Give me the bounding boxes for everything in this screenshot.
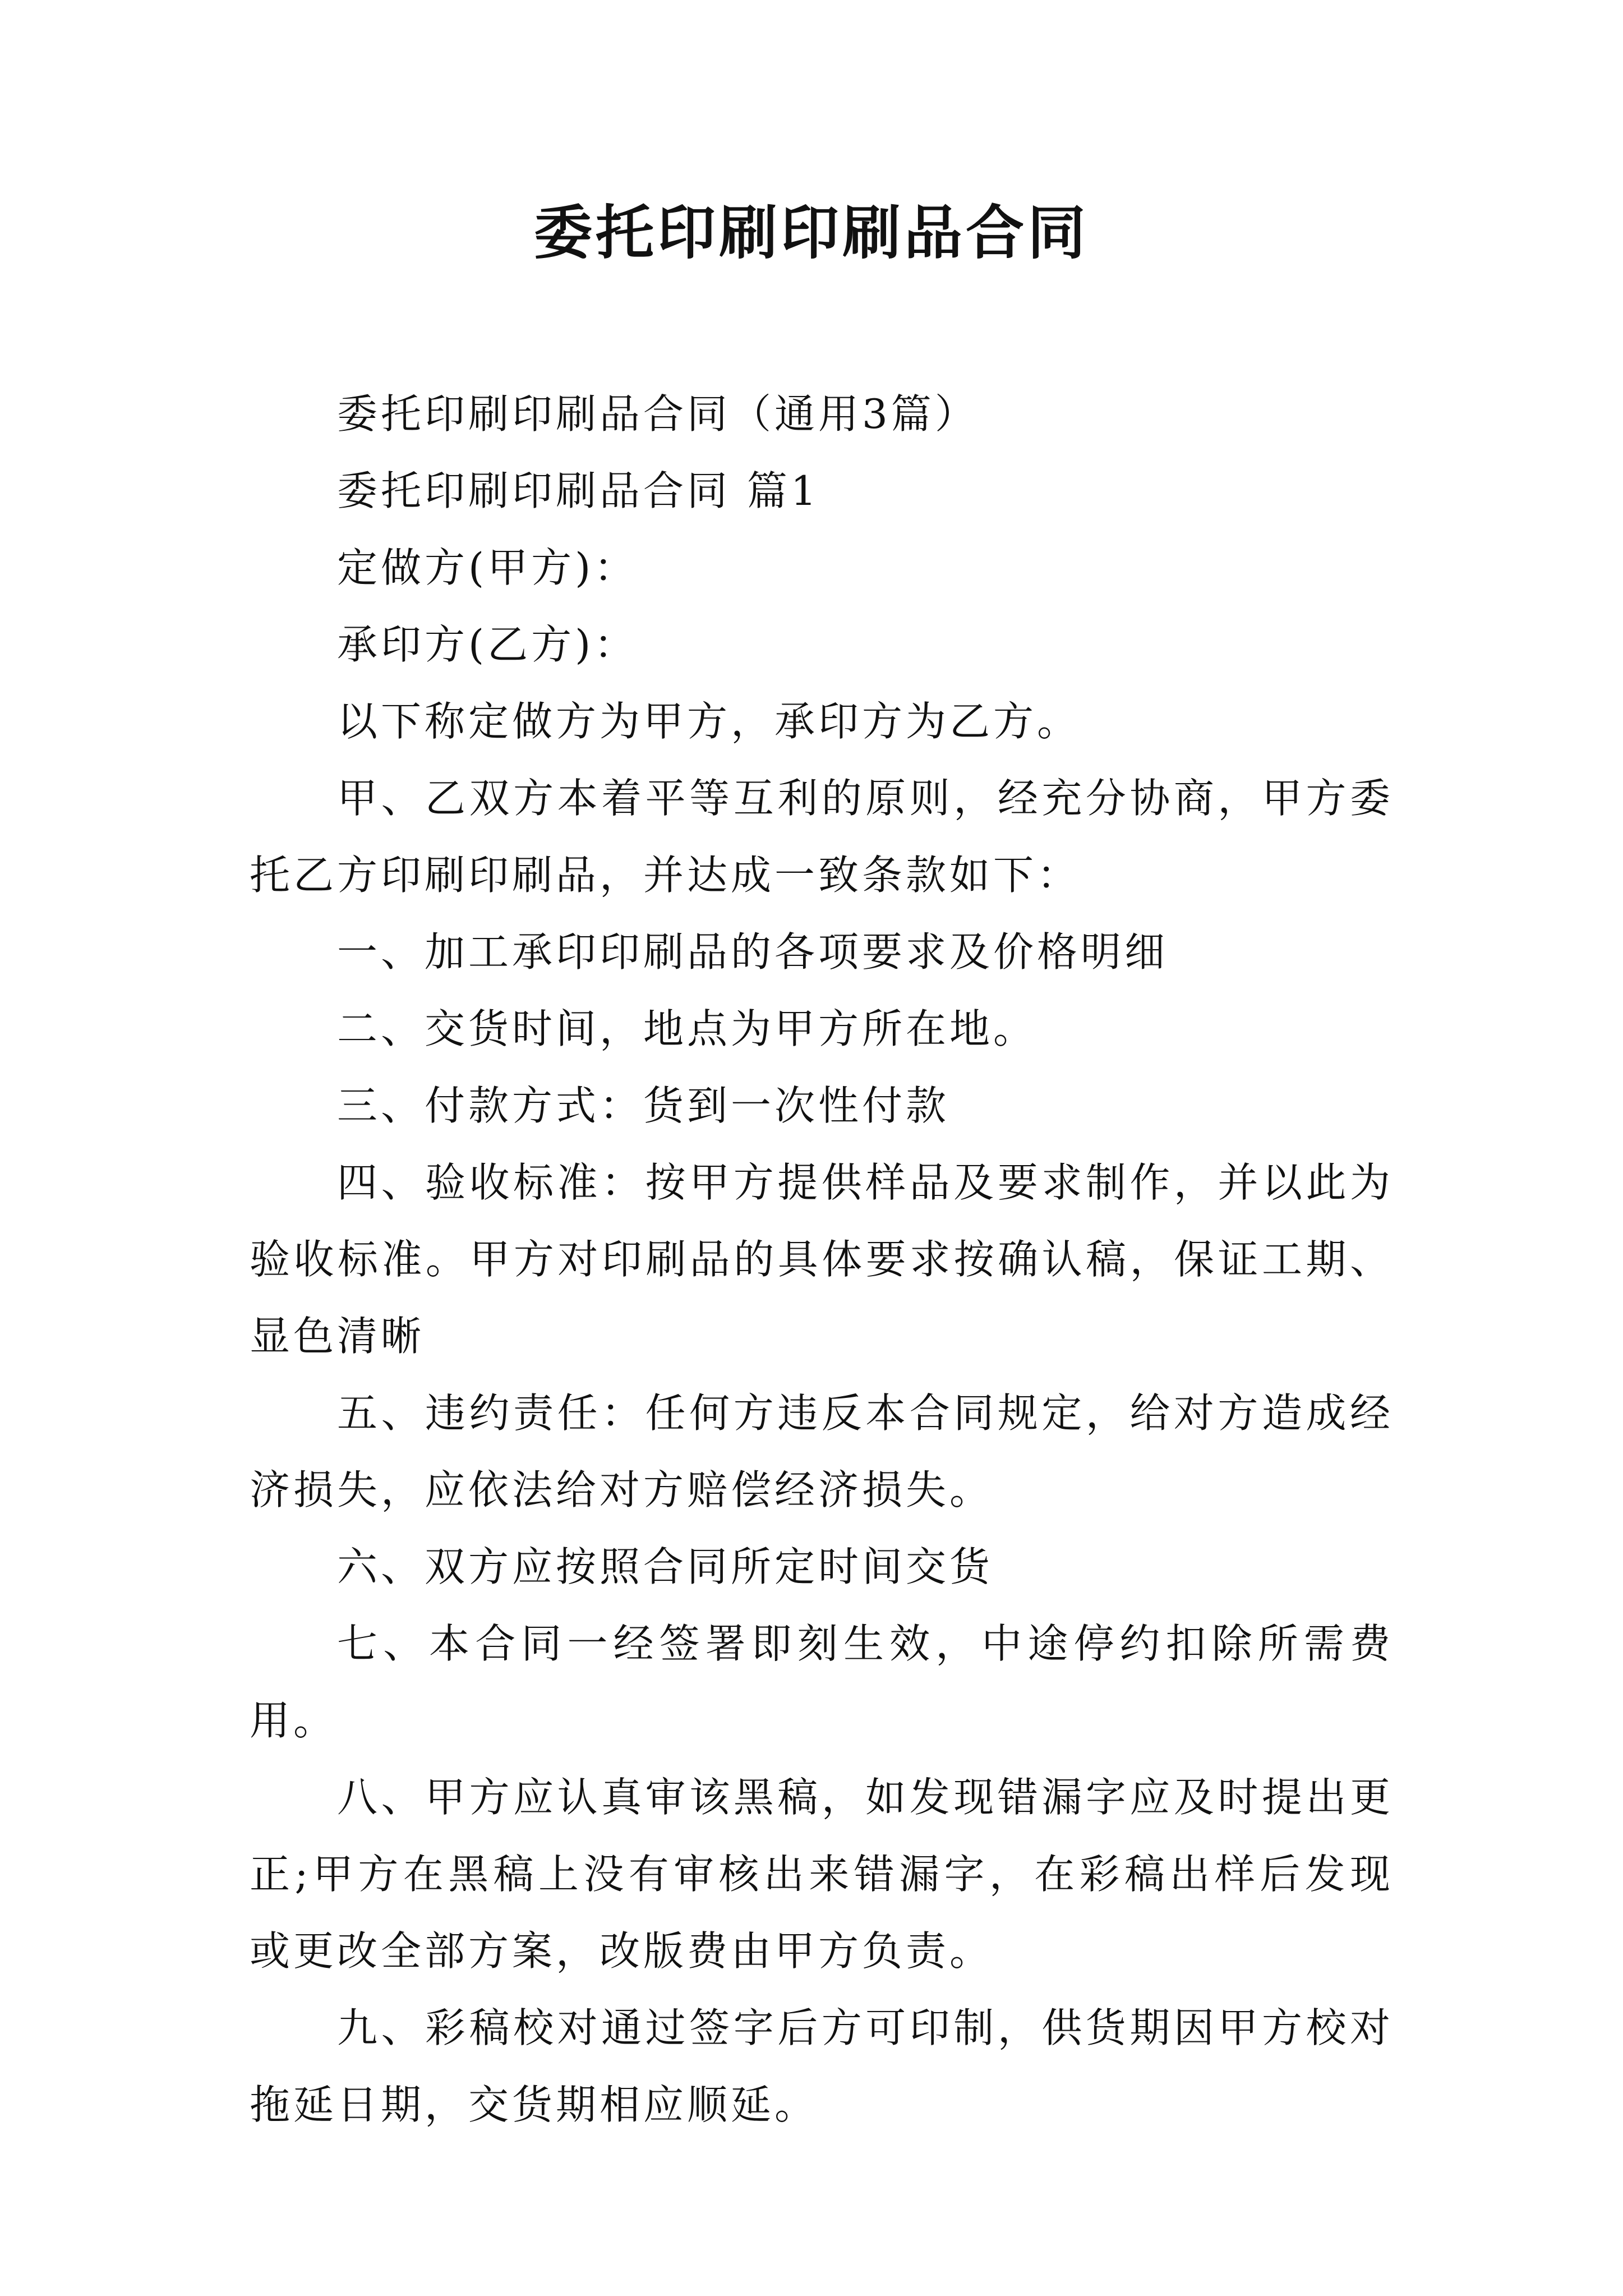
paragraph-party-b: 承印方(乙方)：: [337, 621, 638, 668]
paragraph-clause-9: 九、彩稿校对通过签字后方可印制，供货期因甲方校对拖延日期，交货期相应顺延。: [250, 2004, 1394, 2128]
paragraph-clause-1: 一、加工承印印刷品的各项要求及价格明细: [337, 928, 1169, 976]
paragraph-clause-4: 四、验收标准：按甲方提供样品及要求制作，并以此为验收标准。甲方对印刷品的具体要求按确认稿，保证工期、显色清晰: [250, 1159, 1394, 1360]
paragraph-section-heading: 委托印刷印刷品合同 篇1: [337, 467, 820, 514]
paragraph-clause-5: 五、违约责任：任何方违反本合同规定，给对方造成经济损失，应依法给对方赔偿经济损失。: [250, 1389, 1394, 1513]
document-body: [250, 376, 1394, 2143]
paragraph-subtitle: 委托印刷印刷品合同（通用3篇）: [337, 390, 979, 438]
paragraph-definitions: 以下称定做方为甲方，承印方为乙方。: [337, 698, 1081, 745]
document-title: 委托印刷印刷品合同: [533, 199, 1089, 267]
paragraph-clause-8: 八、甲方应认真审该黑稿，如发现错漏字应及时提出更正;甲方在黑稿上没有审核出来错漏字，在彩稿出样后发现或更改全部方案，改版费由甲方负责。: [250, 1774, 1394, 1975]
paragraph-clause-7: 七、本合同一经签署即刻生效，中途停约扣除所需费用。: [250, 1620, 1394, 1744]
paragraph-clause-6: 六、双方应按照合同所定时间交货: [337, 1543, 994, 1590]
paragraph-clause-2: 二、交货时间，地点为甲方所在地。: [337, 1005, 1038, 1052]
paragraph-party-a: 定做方(甲方)：: [337, 544, 638, 591]
paragraph-preamble: 甲、乙双方本着平等互利的原则，经充分协商，甲方委托乙方印刷印刷品，并达成一致条款如下：: [250, 775, 1394, 899]
paragraph-clause-3: 三、付款方式：货到一次性付款: [337, 1082, 950, 1129]
